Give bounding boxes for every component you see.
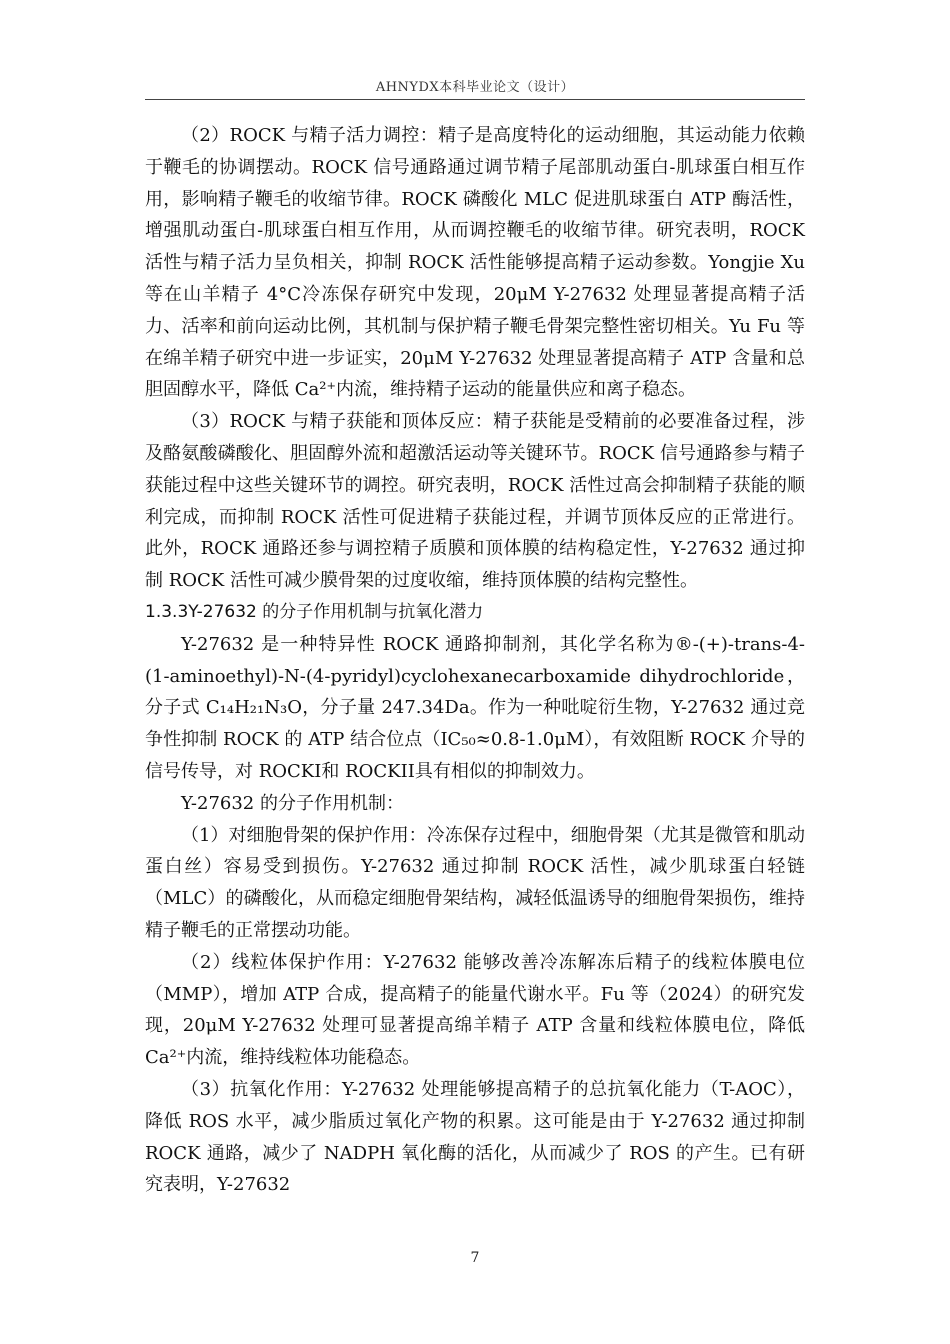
paragraph-antioxidant: （3）抗氧化作用：Y-27632 处理能够提高精子的总抗氧化能力（T-AOC），降低 ROS 水平，减少脂质过氧化产物的积累。这可能是由于 Y-27632 通过抑制 ROCK 通路，减少了 NADPH 氧化酶的活化，从而减少了 ROS 的产生。已有研究表明，Y-27632 (145, 1078, 805, 1196)
header-rule (145, 99, 805, 100)
paragraph-mechanism-lead: Y-27632 的分子作用机制： (181, 792, 404, 814)
paragraph-cytoskeleton: （1）对细胞骨架的保护作用：冷冻保存过程中，细胞骨架（尤其是微管和肌动蛋白丝）容易受到损伤。Y-27632 通过抑制 ROCK 活性，减少肌球蛋白轻链（MLC）的磷酸化，从而稳定细胞骨架结构，减轻低温诱导的细胞骨架损伤，维持精子鞭毛的正常摆动功能。 (145, 824, 805, 941)
page-body (145, 120, 805, 1201)
section-heading: 1.3.3Y-27632 的分子作用机制与抗氧化潜力 (145, 601, 484, 622)
paragraph-rock-motility: （2）ROCK 与精子活力调控：精子是高度特化的运动细胞，其运动能力依赖于鞭毛的协调摆动。ROCK 信号通路通过调节精子尾部肌动蛋白-肌球蛋白相互作用，影响精子鞭毛的收缩节律。ROCK 磷酸化 MLC 促进肌球蛋白 ATP 酶活性，增强肌动蛋白-肌球蛋白相互作用，从而调控鞭毛的收缩节律。研究表明，ROCK 活性与精子活力呈负相关，抑制 ROCK 活性能够提高精子运动参数。Yongjie Xu 等在山羊精子 4°C冷冻保存研究中发现，20μM Y-27632 处理显著提高精子活力、活率和前向运动比例，其机制与保护精子鞭毛骨架完整性密切相关。Yu Fu 等在绵羊精子研究中进一步证实，20μM Y-27632 处理显著提高精子 ATP 含量和总胆固醇水平，降低 Ca²⁺内流，维持精子运动的能量供应和离子稳态。 (145, 125, 805, 401)
paragraph-y27632-intro: Y-27632 是一种特异性 ROCK 通路抑制剂，其化学名称为®-(+)-trans-4-(1-aminoethyl)-N-(4-pyridyl)cyclohexanecarboxamide dihydrochloride，分子式 C₁₄H₂₁N₃O，分子量 247.34Da。作为一种吡啶衍生物，Y-27632 通过竞争性抑制 ROCK 的 ATP 结合位点（IC₅₀≈0.8-1.0μM），有效阻断 ROCK 介导的信号传导，对 ROCKI和 ROCKII具有相似的抑制效力。 (145, 633, 805, 782)
paragraph-rock-capacitation: （3）ROCK 与精子获能和顶体反应：精子获能是受精前的必要准备过程，涉及酪氨酸磷酸化、胆固醇外流和超激活运动等关键环节。ROCK 信号通路参与精子获能过程中这些关键环节的调控。研究表明，ROCK 活性过高会抑制精子获能的顺利完成，而抑制 ROCK 活性可促进精子获能过程，并调节顶体反应的正常进行。此外，ROCK 通路还参与调控精子质膜和顶体膜的结构稳定性，Y-27632 通过抑制 ROCK 活性可减少膜骨架的过度收缩，维持顶体膜的结构完整性。 (145, 411, 805, 592)
page-number: 7 (470, 1250, 480, 1266)
running-header: AHNYDX本科毕业论文（设计） (375, 80, 575, 95)
paragraph-mitochondria: （2）线粒体保护作用：Y-27632 能够改善冷冻解冻后精子的线粒体膜电位（MMP），增加 ATP 合成，提高精子的能量代谢水平。Fu 等（2024）的研究发现，20μM Y-27632 处理可显著提高绵羊精子 ATP 含量和线粒体膜电位，降低 Ca²⁺内流，维持线粒体功能稳态。 (145, 951, 805, 1069)
